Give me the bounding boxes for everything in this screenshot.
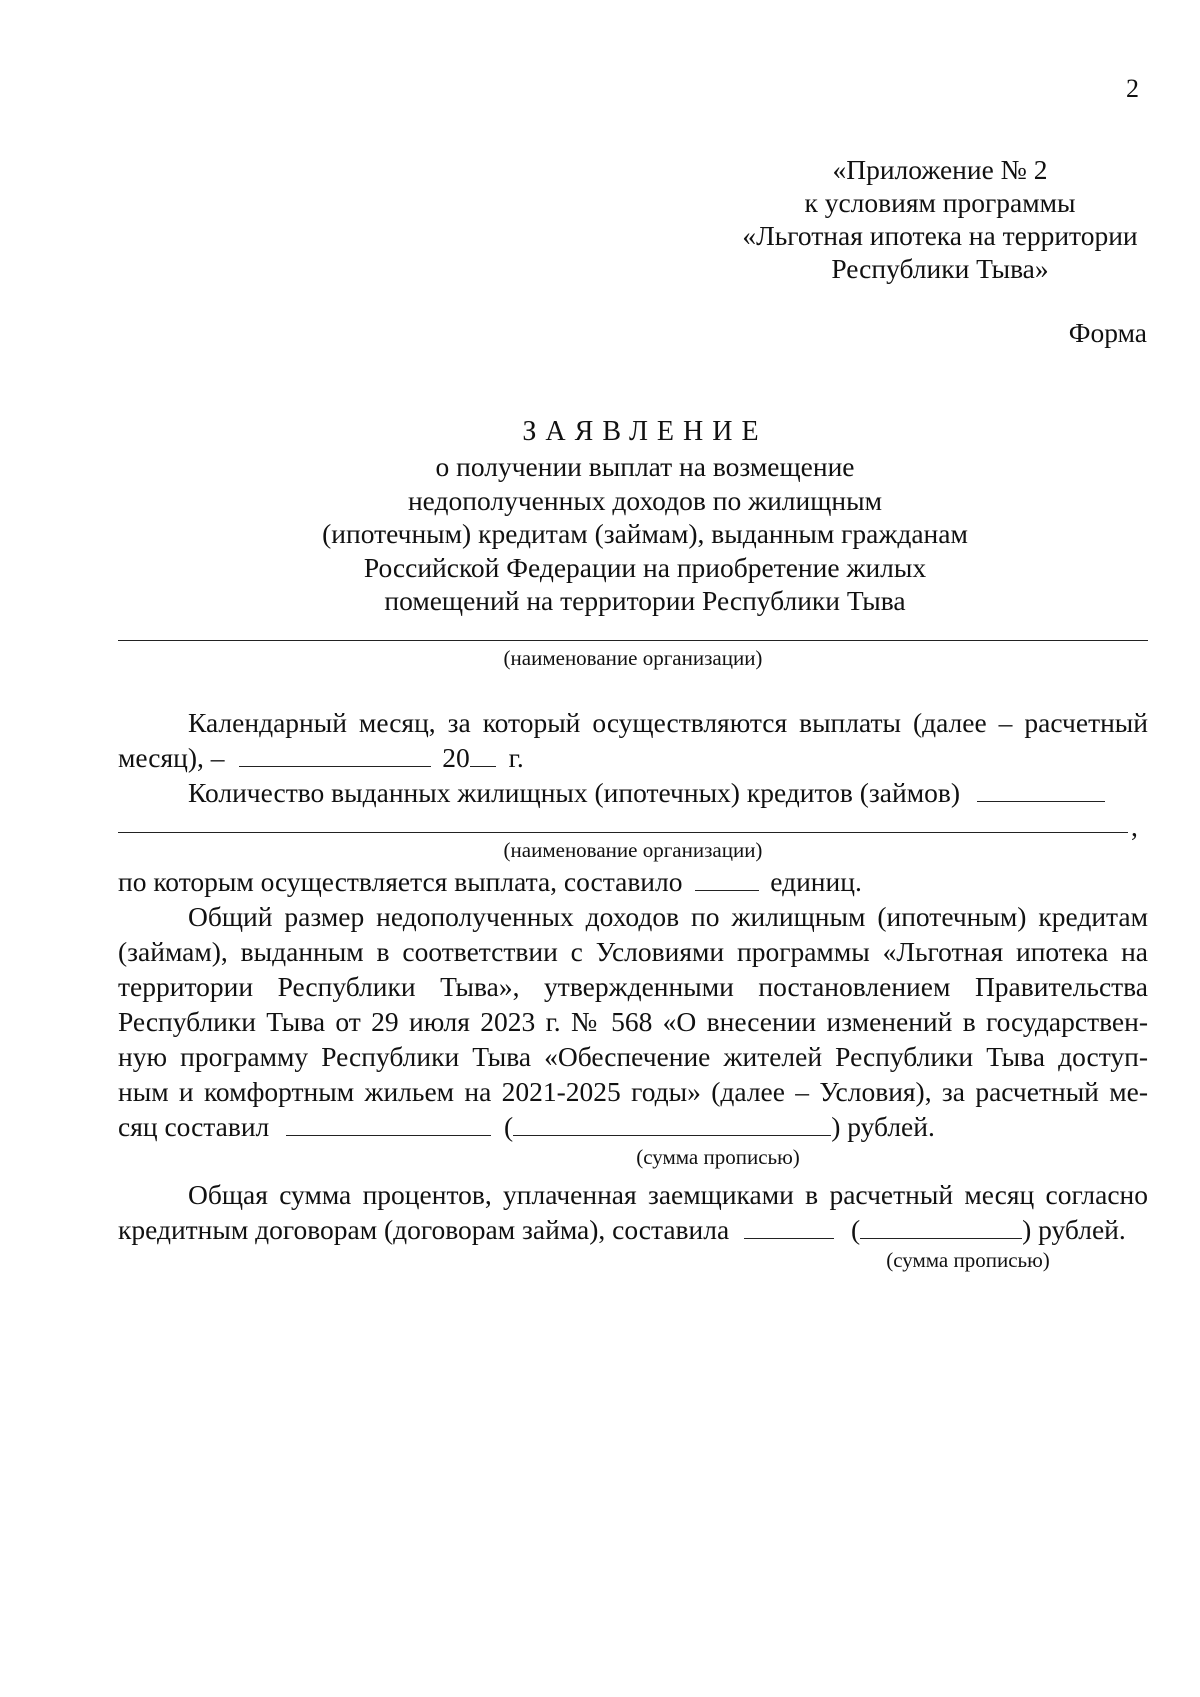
month-blank[interactable] (239, 742, 431, 767)
sum-in-words-caption-1: (сумма прописью) (636, 1145, 800, 1169)
page-number: 2 (1126, 74, 1139, 103)
subtitle-line-2: недополученных доходов по жилищным (407, 484, 883, 516)
total-amount-blank[interactable] (286, 1111, 491, 1136)
total-line-5: ную программу Республики Тыва «Обеспечение жителей Республики Тыва доступ- (118, 1041, 1148, 1072)
total-amount-words-blank[interactable] (513, 1111, 831, 1136)
appendix-line-1: «Приложение № 2 (832, 154, 1048, 185)
year-blank[interactable] (470, 742, 496, 767)
total-line-6: ным и комфортным жильем на 2021-2025 годы» (далее – Условия), за расчетный ме- (118, 1076, 1148, 1107)
organization-name-line-2[interactable] (118, 832, 1128, 833)
units-blank[interactable] (695, 866, 759, 891)
interest-paren-close: ) рублей. (1022, 1214, 1126, 1245)
count-text: Количество выданных жилищных (ипотечных) кредитов (займов) (188, 777, 961, 808)
appendix-line-2: к условиям программы (804, 187, 1076, 218)
total-line-2: (займам), выданным в соответствии с Условиями программы «Льготная ипотека на (118, 936, 1148, 967)
paid-line (118, 865, 1148, 898)
org-line-comma: , (1131, 811, 1138, 842)
month-prefix: месяц), – (118, 742, 225, 773)
total-line-3: территории Республики Тыва», утвержденными постановлением Правительства (118, 971, 1148, 1002)
total-amount-prefix: сяц составил (118, 1111, 270, 1142)
interest-line-1: Общая сумма процентов, уплаченная заемщиками в расчетный месяц согласно (188, 1179, 1148, 1210)
subtitle-line-1: о получении выплат на возмещение (435, 451, 855, 482)
form-label: Форма (1068, 317, 1147, 348)
year-suffix: г. (508, 742, 524, 773)
month-paragraph-line-1: Календарный месяц, за который осуществляются выплаты (далее – расчетный (188, 707, 1148, 738)
subtitle-line-4: Российской Федерации на приобретение жилых (363, 551, 927, 583)
interest-amount-blank[interactable] (744, 1214, 834, 1239)
appendix-header (705, 153, 1175, 285)
count-blank[interactable] (977, 777, 1105, 802)
count-paragraph-line (188, 776, 1200, 809)
total-line-7 (118, 1110, 1148, 1143)
paid-text: по которым осуществляется выплата, составило (118, 866, 683, 897)
document-title: ЗАЯВЛЕНИЕ (522, 416, 768, 447)
document-subtitle (250, 450, 1040, 618)
organization-name-line[interactable] (118, 640, 1148, 641)
total-line-4: Республики Тыва от 29 июля 2023 г. № 568 «О внесении изменений в государствен- (118, 1006, 1148, 1037)
total-paren-open: ( (504, 1111, 514, 1142)
sum-in-words-caption-2: (сумма прописью) (886, 1248, 1050, 1272)
month-paragraph-line-2 (118, 741, 1148, 774)
interest-prefix: кредитным договорам (договорам займа), составила (118, 1214, 730, 1245)
appendix-line-3: «Льготная ипотека на территории (742, 220, 1138, 251)
organization-name-caption-2: (наименование организации) (503, 838, 763, 862)
interest-paren-open: ( (850, 1214, 861, 1245)
subtitle-line-3: (ипотечным) кредитам (займам), выданным гражданам (322, 518, 968, 549)
interest-line-2 (118, 1213, 1148, 1246)
subtitle-line-5: помещений на территории Республики Тыва (384, 585, 906, 616)
interest-words-blank[interactable] (860, 1214, 1022, 1239)
appendix-line-4: Республики Тыва» (831, 253, 1049, 284)
total-line-1: Общий размер недополученных доходов по жилищным (ипотечным) кредитам (188, 901, 1148, 932)
year-prefix: 20 (442, 742, 470, 773)
units-label: единиц. (770, 866, 862, 897)
total-paren-close: ) рублей. (831, 1111, 935, 1142)
organization-name-caption: (наименование организации) (503, 646, 763, 670)
